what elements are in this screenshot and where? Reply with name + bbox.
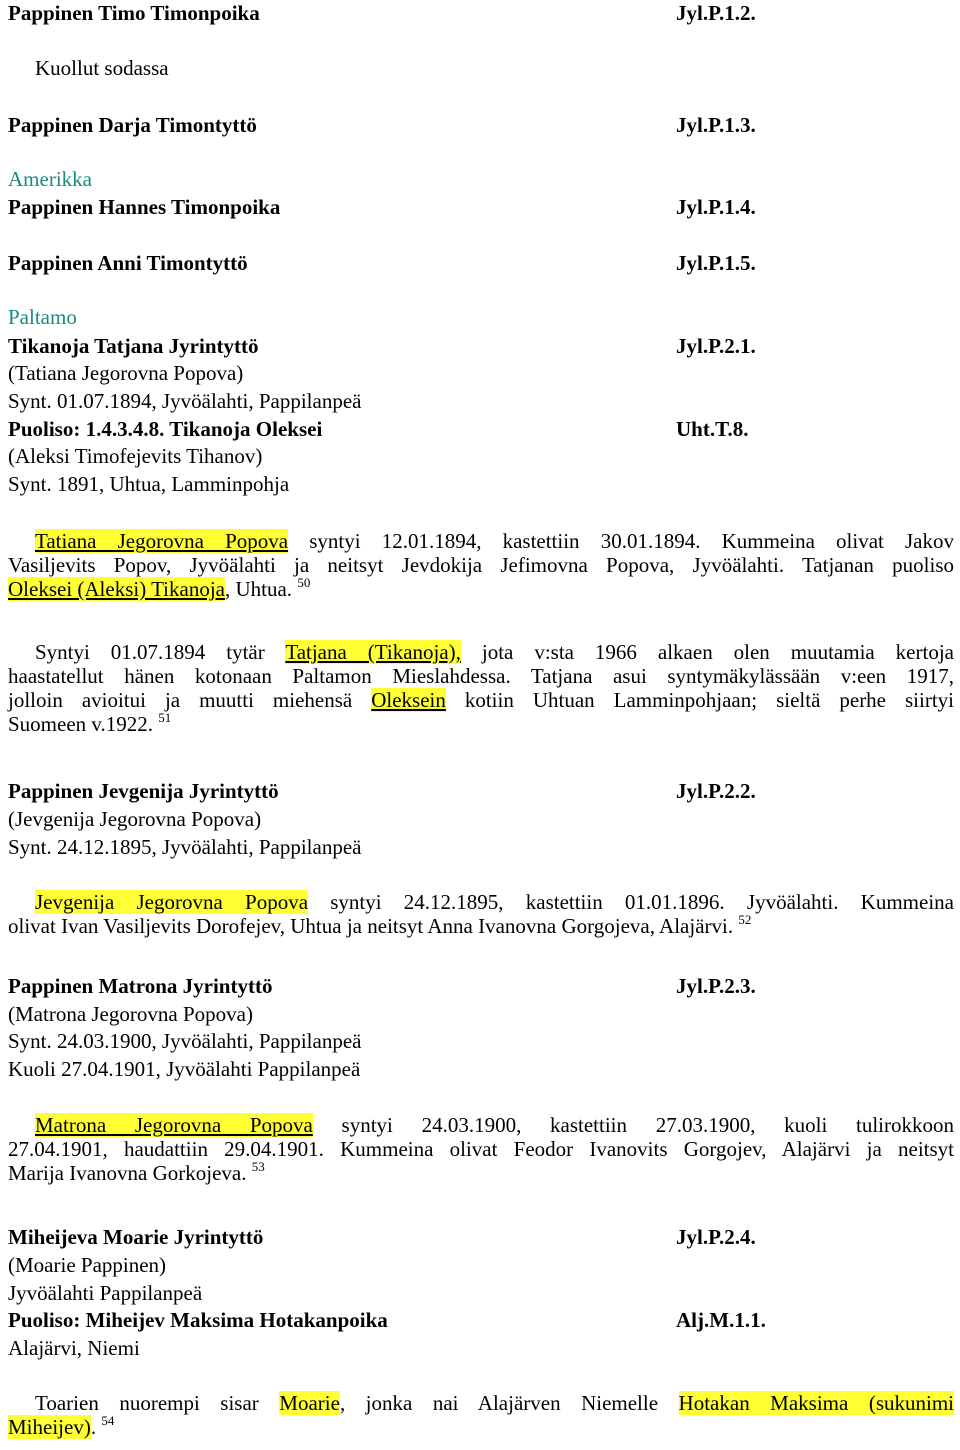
entry-alt-name: (Tatiana Jegorovna Popova) [8, 361, 244, 385]
entry-birth: Synt. 24.12.1895, Jyvöälahti, Pappilanpeä [8, 835, 362, 859]
entry-ref: Jyl.P.1.5. [676, 251, 756, 275]
entry-spouse-alt: (Aleksi Timofejevits Tihanov) [8, 444, 263, 468]
entry-ref: Jyl.P.1.4. [676, 195, 756, 219]
paragraph: Tatiana Jegorovna Popova syntyi 12.01.1894, kastettiin 30.01.1894. Kummeina olivat Jakov Vasiljevits Popov, Jyvöälahti ja neitsyt Jevdokija Jefimovna Popova, Jyvöälahti. Tatjanan puoliso Oleksei (Aleksi) Tikanoja, Uhtua. $^{50}$ [8, 529, 954, 601]
footnote-ref: 54 [101, 1413, 115, 1428]
footnote-ref: 50 [297, 575, 311, 590]
entry-alt-name: (Moarie Pappinen) [8, 1253, 167, 1277]
entry-ref: Jyl.P.1.2. [676, 1, 756, 25]
entry-place: Jyvöälahti Pappilanpeä [8, 1281, 203, 1305]
entry-death: Kuoli 27.04.1901, Jyvöälahti Pappilanpeä [8, 1057, 361, 1081]
footnote-ref: 53 [251, 1159, 265, 1174]
entry-alt-name: (Matrona Jegorovna Popova) [8, 1002, 253, 1026]
entry-birth: Synt. 01.07.1894, Jyvöälahti, Pappilanpeä [8, 389, 362, 413]
highlight: Tatjana (Tikanoja), [285, 640, 461, 664]
paragraph: Matrona Jegorovna Popova syntyi 24.03.1900, kastettiin 27.03.1900, kuoli tulirokkoon 27.04.1901, haudattiin 29.04.1901. Kummeina olivat Feodor Ivanovits Gorgojev, Alajärvi ja neitsyt Marija Ivanovna Gorkojeva. $^{53}$ [8, 1113, 954, 1185]
entry-spouse: Puoliso: 1.4.3.4.8. Tikanoja Oleksei [8, 417, 323, 441]
entry-name: Miheijeva Moarie Jyrintyttö [8, 1225, 264, 1249]
entry-name: Pappinen Hannes Timonpoika [8, 195, 281, 219]
footnote-ref: 51 [158, 710, 172, 725]
entry-spouse-place: Alajärvi, Niemi [8, 1336, 140, 1360]
entry-name: Pappinen Matrona Jyrintyttö [8, 974, 273, 998]
entry-spouse-ref: Uht.T.8. [676, 417, 749, 441]
entry-name: Tikanoja Tatjana Jyrintyttö [8, 334, 259, 358]
highlight: Oleksein [371, 688, 446, 712]
highlight: Moarie [279, 1391, 340, 1415]
paragraph: Toarien nuorempi sisar Moarie, jonka nai Alajärven Niemelle Hotakan Maksima (sukunimi Miheijev). $^{54}$ [8, 1391, 954, 1439]
entry-place: Paltamo [8, 305, 77, 329]
entry-spouse: Puoliso: Miheijev Maksima Hotakanpoika [8, 1308, 388, 1332]
entry-spouse-birth: Synt. 1891, Uhtua, Lamminpohja [8, 472, 290, 496]
entry-name: Pappinen Darja Timontyttö [8, 113, 257, 137]
highlight: Tatiana Jegorovna Popova [35, 529, 289, 553]
footnote-ref: 52 [738, 912, 752, 927]
entry-birth: Synt. 24.03.1900, Jyvöälahti, Pappilanpeä [8, 1029, 362, 1053]
entry-note: Kuollut sodassa [35, 56, 169, 80]
paragraph: Syntyi 01.07.1894 tytär Tatjana (Tikanoja), jota v:sta 1966 alkaen olen muutamia kertoja haastatellut hänen kotonaan Paltamon Mieslahdessa. Tatjana asui syntymäkylässään v:een 1917, jolloin avioitui ja muutti miehensä Oleksein kotiin Uhtuan Lamminpohjaan; sieltä perhe siirtyi Suomeen v.1922. $^{51}$ [8, 640, 954, 736]
highlight: Hotakan Maksima (sukunimi [678, 1391, 954, 1415]
highlight: Matrona Jegorovna Popova [35, 1113, 313, 1137]
entry-ref: Jyl.P.2.2. [676, 779, 756, 803]
highlight: Miheijev) [8, 1415, 91, 1439]
entry-ref: Jyl.P.2.1. [676, 334, 756, 358]
highlight: Jevgenija Jegorovna Popova [35, 890, 309, 914]
highlight: Oleksei (Aleksi) Tikanoja [8, 577, 225, 601]
entry-name: Pappinen Timo Timonpoika [8, 1, 260, 25]
entry-ref: Jyl.P.1.3. [676, 113, 756, 137]
entry-place: Amerikka [8, 167, 92, 191]
entry-ref: Jyl.P.2.4. [676, 1225, 756, 1249]
entry-alt-name: (Jevgenija Jegorovna Popova) [8, 807, 262, 831]
entry-spouse-ref: Alj.M.1.1. [676, 1308, 766, 1332]
entry-ref: Jyl.P.2.3. [676, 974, 756, 998]
paragraph: Jevgenija Jegorovna Popova syntyi 24.12.1895, kastettiin 01.01.1896. Jyvöälahti. Kummeina olivat Ivan Vasiljevits Dorofejev, Uhtua ja neitsyt Anna Ivanovna Gorgojeva, Alajärvi. $^{52}$ [8, 890, 954, 938]
entry-name: Pappinen Anni Timontyttö [8, 251, 248, 275]
entry-name: Pappinen Jevgenija Jyrintyttö [8, 779, 279, 803]
